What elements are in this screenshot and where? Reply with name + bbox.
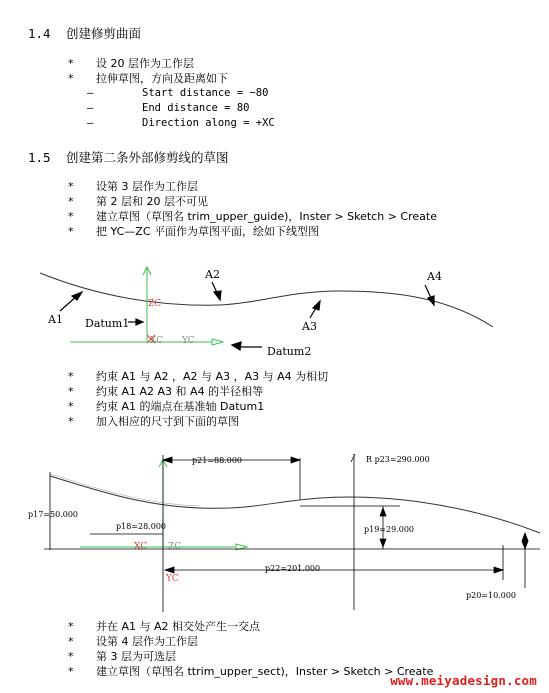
label-datum1: Datum1 bbox=[85, 317, 130, 330]
xc-label: XC bbox=[150, 336, 164, 346]
label-a3: A3 bbox=[302, 320, 317, 333]
section-3-list bbox=[68, 619, 433, 679]
dim-p21: p21=88.000 bbox=[192, 456, 242, 465]
yc-label: YC bbox=[182, 336, 195, 346]
section-1-5-list bbox=[68, 179, 437, 239]
section-heading-1-5 bbox=[28, 148, 229, 166]
section-number: 1.4 bbox=[28, 26, 51, 41]
list-item: — End distance = 80 bbox=[87, 102, 250, 114]
zc-label: ZC bbox=[168, 542, 182, 552]
section-heading-1-4 bbox=[28, 24, 141, 42]
list-item: — Direction along = +XC bbox=[87, 117, 275, 129]
extrude-parameters bbox=[87, 86, 275, 131]
dim-p20: p20=10.000 bbox=[466, 591, 516, 600]
label-a1: A1 bbox=[48, 313, 63, 326]
sketch-figure-curves bbox=[0, 255, 549, 365]
list-item: * 第 3 层为可选层 bbox=[68, 650, 176, 663]
dim-p22: p22=201.000 bbox=[265, 564, 321, 573]
dim-p19: p19=29.000 bbox=[364, 525, 414, 534]
dim-r-p23: R p23=290.000 bbox=[366, 455, 430, 464]
zc-label: ZC bbox=[148, 299, 162, 309]
list-item: * 把 YC—ZC 平面作为草图平面，绘如下线型图 bbox=[68, 225, 320, 238]
dim-p17: p17=50.000 bbox=[28, 510, 78, 519]
dim-p18: p18=28.000 bbox=[116, 522, 166, 531]
list-item: * 第 2 层和 20 层不可见 bbox=[68, 195, 208, 208]
dimension-lines bbox=[44, 454, 540, 612]
list-item: * 约束 A1 的端点在基准轴 Datum1 bbox=[68, 400, 265, 413]
section-title: 创建修剪曲面 bbox=[66, 26, 142, 41]
dimensioned-sketch bbox=[0, 440, 549, 620]
list-item: * 约束 A1 与 A2 ，A2 与 A3 ，A3 与 A4 为相切 bbox=[68, 370, 329, 383]
section-title: 创建第二条外部修剪线的草图 bbox=[66, 150, 229, 165]
list-item: * 建立草图（草图名 ttrim_upper_sect)，Inster > Sketch > Create bbox=[68, 665, 434, 678]
watermark: www.meiyadesign.com bbox=[390, 673, 537, 688]
list-item: — Start distance = −80 bbox=[87, 87, 269, 99]
constraint-list bbox=[68, 369, 328, 429]
label-datum2: Datum2 bbox=[267, 345, 312, 358]
list-item: * 设第 4 层作为工作层 bbox=[68, 635, 198, 648]
list-item: * 加入相应的尺寸到下面的草图 bbox=[68, 415, 239, 428]
list-item: * 约束 A1 A2 A3 和 A4 的半径相等 bbox=[68, 385, 264, 398]
label-a4: A4 bbox=[427, 270, 442, 283]
yc-label: YC bbox=[166, 574, 179, 584]
list-item: * 设第 3 层作为工作层 bbox=[68, 180, 198, 193]
list-item: * 拉伸草图，方向及距离如下 bbox=[68, 72, 228, 85]
datum-axes bbox=[70, 267, 223, 345]
section-1-4-list bbox=[68, 56, 228, 86]
section-number: 1.5 bbox=[28, 150, 51, 165]
list-item: * 建立草图（草图名 trim_upper_guide)，Inster > Sketch > Create bbox=[68, 210, 437, 223]
xc-label: XC bbox=[134, 542, 148, 552]
datum-axes bbox=[80, 460, 247, 550]
label-a2: A2 bbox=[205, 268, 220, 281]
list-item: * 并在 A1 与 A2 相交处产生一交点 bbox=[68, 620, 261, 633]
list-item: * 设 20 层作为工作层 bbox=[68, 57, 194, 70]
